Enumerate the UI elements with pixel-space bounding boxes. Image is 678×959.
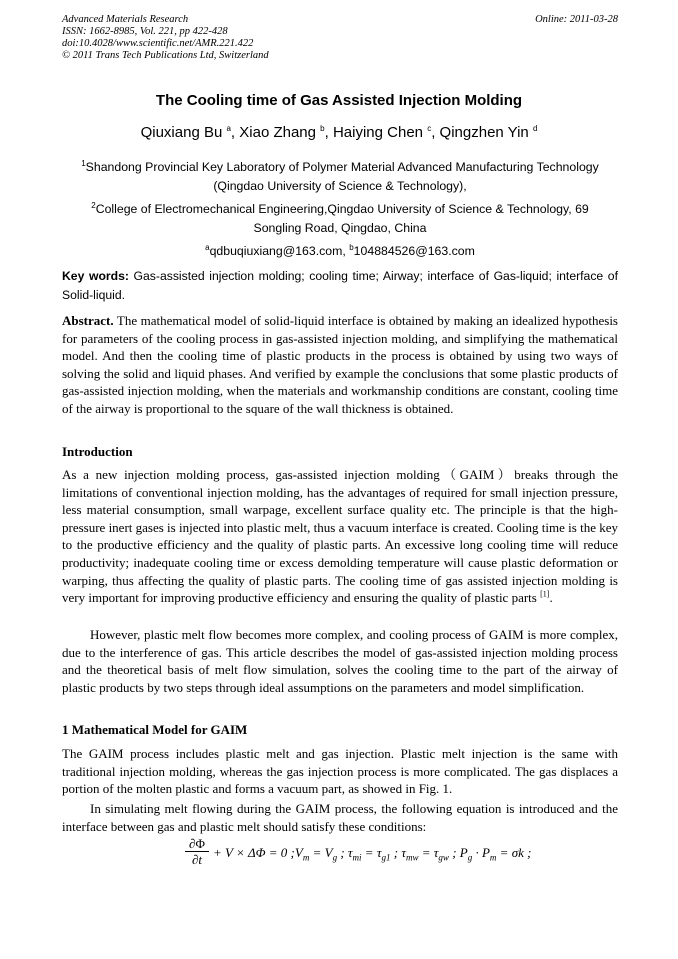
keywords-text: Gas-assisted injection molding; cooling time; Airway; interface of Gas-liquid; interface of Solid-liquid. [62, 269, 618, 302]
section-1-paragraph-1: The GAIM process includes plastic melt and gas injection. Plastic melt injection is the same with traditional injection molding, whereas the gas injection process is more complicated. The gas displaces a portion of the molten plastic and forms a vacuum part, as showed in Fig. 1. [62, 746, 618, 797]
affiliation-text: Shandong Provincial Key Laboratory of Polymer Material Advanced Manufacturing Technology [85, 160, 599, 174]
equation-numerator: ∂Φ [189, 836, 205, 851]
introduction-paragraph-1 [62, 466, 618, 607]
journal-header [62, 14, 618, 62]
author-mark: b [320, 124, 325, 133]
author-name: Qiuxiang Bu [140, 124, 223, 141]
equation-subscript: mw [405, 852, 419, 863]
doi-line: doi:10.4028/www.scientific.net/AMR.221.422 [62, 38, 254, 49]
email-b: 104884526@163.com [353, 244, 475, 258]
abstract [62, 312, 618, 418]
online-date: Online: 2011-03-28 [535, 14, 618, 25]
affiliation-2 [62, 200, 618, 238]
abstract-text: The mathematical model of solid-liquid interface is obtained by making an idealized hypothesis for parameters of the cooling process in gas-assisted injection molding, and simplifying the mathematical model. And then the cooling time of plastic products in the process is obtained by using two ways of solving the solid and liquid phases. And verified by example the conclusions that some plastic products of gas-assisted injection molding, when the materials and workmanship conditions are constant, cooling time of the airway is proportional to the square of the wall thickness is obtained. [62, 313, 618, 416]
email-a: qdbuqiuxiang@163.com, [209, 244, 350, 258]
author-name: Haiying Chen [332, 124, 424, 141]
section-1-paragraph-2: In simulating melt flowing during the GAIM process, the following equation is introduced and the interface between gas and plastic melt should satisfy these conditions: [62, 801, 618, 834]
author-mark: d [532, 124, 538, 133]
issn-line: ISSN: 1662-8985, Vol. 221, pp 422-428 [62, 26, 228, 37]
keywords [62, 267, 618, 304]
equation-subscript: m [302, 852, 310, 863]
email-mark: a [205, 242, 210, 252]
paragraph-text: . [549, 590, 553, 606]
equation-part: + V × ΔΦ = 0 ; [213, 845, 295, 860]
journal-name: Advanced Materials Research [62, 14, 189, 25]
equation-part: = V [309, 845, 333, 860]
author-separator: , [431, 124, 440, 141]
affiliation-text: Songling Road, Qingdao, China [253, 221, 427, 235]
author-mark: a [226, 124, 231, 133]
introduction-paragraph-2: However, plastic melt flow becomes more complex, and cooling process of GAIM is more complex, due to the interference of gas. This article describes the model of gas-assisted injection molding process and the theoretical basis of melt flow simulation, solves the cooling time to the part of the airway of plastic products by two steps through ideal assumptions on the parameters and model simplification. [62, 627, 618, 695]
paragraph-text: As a new injection molding process, gas-assisted injection molding（GAIM）breaks through the limitations of conventional injection molding, has the advantages of required for small injection pressure, less material consumption, small warpage, excellent surface quality etc. The principle is that the high-pressure inert gases is injected into plastic melt, thus a vacuum interface is created. Cooling time is the key to the productive efficiency and the quality of plastic parts. An excessive long cooling time will reduce productivity; inadequate cooling time or excess demolding temperature will cause plastic deformation or warping, thus affecting the quality of plastic parts. The cooling time of gas assisted injection molding is very important for improving productive efficiency and ensuring the quality of plastic parts [62, 467, 618, 606]
equation-subscript: m [489, 852, 497, 863]
paper-title: The Cooling time of Gas Assisted Injection Molding [155, 92, 523, 109]
author-emails [62, 242, 618, 261]
equation-denominator: ∂t [191, 852, 203, 867]
equation-part: = τ [361, 845, 382, 860]
keywords-label: Key words: [62, 269, 129, 283]
author-mark: c [427, 124, 432, 133]
affiliation-1 [62, 158, 618, 196]
equation-subscript: g [332, 852, 338, 863]
equation-subscript: gw [438, 852, 449, 863]
copyright-line: © 2011 Trans Tech Publications Ltd, Switzerland [62, 50, 269, 61]
equation-part: ; τ [390, 845, 406, 860]
equation-subscript: mi [352, 852, 362, 863]
affiliation-text: College of Electromechanical Engineering,Qingdao University of Science & Technology, 69 [95, 202, 589, 216]
citation-ref: [1] [540, 589, 550, 599]
affiliation-text: (Qingdao University of Science & Technology), [213, 179, 467, 193]
author-list [0, 124, 678, 141]
introduction-heading: Introduction [62, 444, 133, 459]
affiliation-mark: 1 [81, 158, 86, 168]
equation-part: = σk ; [496, 845, 532, 860]
affiliation-mark: 2 [91, 200, 96, 210]
equation-subscript: g1 [381, 852, 391, 863]
author-separator: , [324, 124, 333, 141]
equation-part: · P [472, 845, 490, 860]
email-mark: b [349, 242, 354, 252]
section-1-heading: 1 Mathematical Model for GAIM [62, 722, 248, 737]
interface-equation [185, 836, 545, 870]
abstract-label: Abstract. [62, 313, 114, 328]
equation-part: V [294, 845, 303, 860]
equation-part: = τ [418, 845, 439, 860]
equation-part: ; τ [337, 845, 353, 860]
author-name: Xiao Zhang [239, 124, 316, 141]
author-name: Qingzhen Yin [439, 124, 529, 141]
equation-part: ; P [448, 845, 468, 860]
equation-subscript: g [467, 852, 473, 863]
author-separator: , [230, 124, 240, 141]
